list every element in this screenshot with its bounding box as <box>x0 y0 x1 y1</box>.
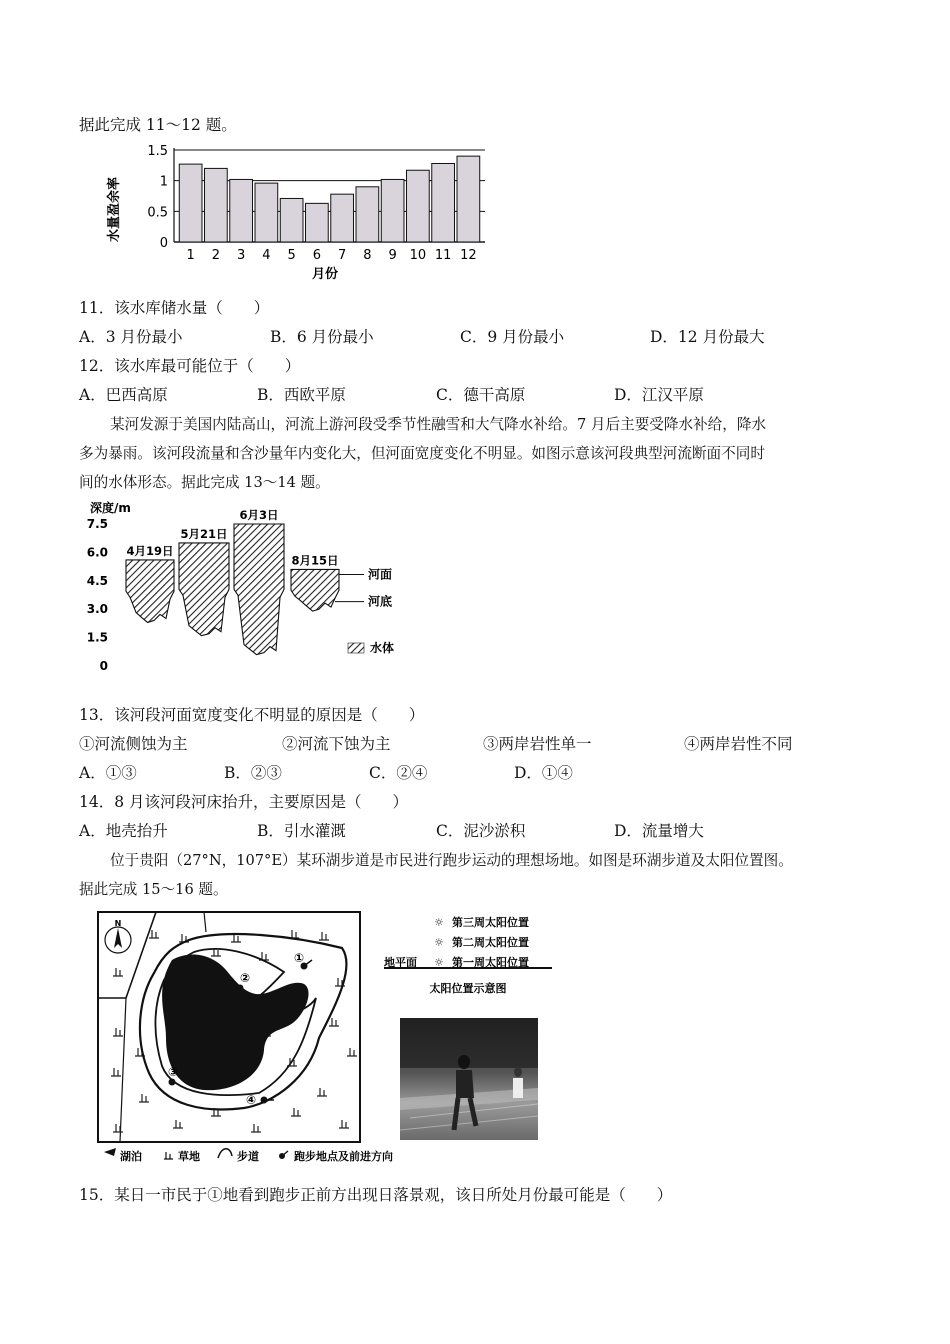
bar-xtick-label: 2 <box>211 248 221 263</box>
q11-option-a[interactable]: A．3 月份最小 <box>79 328 183 346</box>
passage-15-16-line1: 位于贵阳（27°N，107°E）某环湖步道是市民进行跑步运动的理想场地。如图是环湖步道及太阳位置图。 <box>110 852 793 869</box>
river-ytick-label: 3.0 <box>86 602 108 617</box>
legend-lake: 湖泊 <box>120 1150 142 1163</box>
bar <box>432 163 455 242</box>
bottom-label: 河底 <box>368 594 393 609</box>
q15-stem: 15．某日一市民于①地看到跑步正前方出现日落景观，该日所处月份最可能是（ ） <box>79 1186 673 1204</box>
bar-xtick-label: 12 <box>460 248 477 263</box>
river-ytick-label: 6.0 <box>86 545 108 560</box>
river-date-label: 8月15日 <box>291 553 339 568</box>
river-ytick-label: 4.5 <box>86 573 108 588</box>
bar-ytick-label: 0 <box>159 236 168 251</box>
lake-path-map <box>94 908 393 1166</box>
bar-xtick-label: 6 <box>312 248 322 263</box>
point-2-label: ② <box>240 971 251 985</box>
q12-stem: 12．该水库最可能位于（ ） <box>79 357 301 375</box>
point-1-label: ① <box>294 951 305 965</box>
q13-option-d[interactable]: D．①④ <box>514 764 573 782</box>
passage-15-16-line2: 据此完成 15～16 题。 <box>79 881 228 898</box>
bar <box>230 179 253 242</box>
q12-option-b[interactable]: B．西欧平原 <box>257 386 346 404</box>
river-water-body <box>234 524 284 655</box>
q11-option-b[interactable]: B．6 月份最小 <box>270 328 374 346</box>
north-label: N <box>114 919 122 928</box>
intro-text: 据此完成 11～12 题。 <box>79 116 237 134</box>
water-legend-swatch <box>348 643 364 653</box>
sun-position-diagram <box>382 906 554 1000</box>
bar <box>457 156 480 242</box>
legend-run: 跑步地点及前进方向 <box>294 1150 393 1163</box>
sun-diagram-title: 太阳位置示意图 <box>429 982 507 995</box>
bar <box>280 198 303 242</box>
bar-ylabel: 水量盈余率 <box>107 176 122 242</box>
svg-text:☼: ☼ <box>434 936 444 949</box>
point-3-label: ③ <box>168 1065 179 1079</box>
bar <box>407 170 430 242</box>
river-ylabel: 深度/m <box>90 501 131 515</box>
river-ytick-label: 0 <box>99 659 108 673</box>
water-surplus-bar-chart <box>100 142 500 282</box>
river-ytick-label: 1.5 <box>86 630 108 645</box>
bar-ytick-label: 0.5 <box>147 205 168 221</box>
passage-13-14-line3: 间的水体形态。据此完成 13～14 题。 <box>79 474 330 491</box>
river-water-body <box>179 543 229 636</box>
svg-text:☼: ☼ <box>434 956 444 969</box>
bar-xtick-label: 9 <box>388 248 397 263</box>
bar <box>179 164 202 242</box>
q14-option-d[interactable]: D．流量增大 <box>614 822 704 840</box>
q13-statement-4: ④两岸岩性不同 <box>684 735 793 753</box>
q14-stem: 14．8 月该河段河床抬升，主要原因是（ ） <box>79 793 409 811</box>
q14-option-b[interactable]: B．引水灌溉 <box>257 822 346 840</box>
river-date-label: 6月3日 <box>239 508 279 522</box>
bar <box>381 179 404 242</box>
passage-13-14-line2: 多为暴雨。该河段流量和含沙量年内变化大，但河面宽度变化不明显。如图示意该河段典型河流断面不同时 <box>79 445 765 462</box>
legend-grass: 草地 <box>178 1150 200 1163</box>
q13-option-a[interactable]: A．①③ <box>79 764 137 782</box>
q13-statement-1: ①河流侧蚀为主 <box>79 735 188 753</box>
q13-option-c[interactable]: C．②④ <box>369 764 428 782</box>
sun-week2-label: 第二周太阳位置 <box>452 936 529 949</box>
q11-stem: 11．该水库储水量（ ） <box>79 299 270 317</box>
bar-xtick-label: 4 <box>262 248 271 263</box>
bar-xtick-label: 1 <box>186 248 195 263</box>
bar <box>356 187 379 242</box>
river-water-body <box>291 569 339 611</box>
q13-option-b[interactable]: B．②③ <box>224 764 282 782</box>
bar <box>306 203 329 242</box>
bar <box>331 194 354 242</box>
bar-xtick-label: 7 <box>337 248 347 263</box>
bar <box>255 183 278 242</box>
q12-option-c[interactable]: C．德干高原 <box>436 386 526 404</box>
point-4-label: ④ <box>246 1093 257 1107</box>
sun-week3-label: 第三周太阳位置 <box>452 916 529 929</box>
legend-path: 步道 <box>237 1150 259 1163</box>
river-cross-section-chart <box>86 500 416 675</box>
water-legend-label: 水体 <box>370 641 395 655</box>
bar <box>205 168 228 242</box>
bar-xtick-label: 10 <box>409 248 427 263</box>
horizon-label: 地平面 <box>384 956 417 969</box>
bar-xtick-label: 8 <box>363 248 372 263</box>
bar-ytick-label: 1 <box>159 174 168 190</box>
q14-option-c[interactable]: C．泥沙淤积 <box>436 822 526 840</box>
surface-label: 河面 <box>368 567 393 582</box>
q12-option-a[interactable]: A．巴西高原 <box>79 386 168 404</box>
runner-photo <box>400 1018 538 1140</box>
passage-13-14-line1: 某河发源于美国内陆高山，河流上游河段受季节性融雪和大气降水补给。7 月后主要受降水补给，降水 <box>110 416 767 433</box>
q13-statement-3: ③两岸岩性单一 <box>483 735 592 753</box>
bar-xlabel: 月份 <box>311 267 339 282</box>
river-date-label: 4月19日 <box>126 543 174 558</box>
bar-xtick-label: 11 <box>434 248 452 263</box>
sun-week1-label: 第一周太阳位置 <box>452 956 529 969</box>
river-ytick-label: 7.5 <box>86 517 108 531</box>
bar-xtick-label: 5 <box>287 248 296 263</box>
bar-xtick-label: 3 <box>236 248 246 263</box>
bar-ytick-label: 1.5 <box>147 144 168 159</box>
q11-option-d[interactable]: D．12 月份最大 <box>650 328 765 346</box>
q13-stem: 13．该河段河面宽度变化不明显的原因是（ ） <box>79 706 425 724</box>
q13-statement-2: ②河流下蚀为主 <box>282 735 391 753</box>
svg-text:☼: ☼ <box>434 916 444 929</box>
q12-option-d[interactable]: D．江汉平原 <box>614 386 704 404</box>
q11-option-c[interactable]: C．9 月份最小 <box>460 328 565 346</box>
river-water-body <box>126 560 174 622</box>
q14-option-a[interactable]: A．地壳抬升 <box>79 822 168 840</box>
river-date-label: 5月21日 <box>180 526 228 541</box>
